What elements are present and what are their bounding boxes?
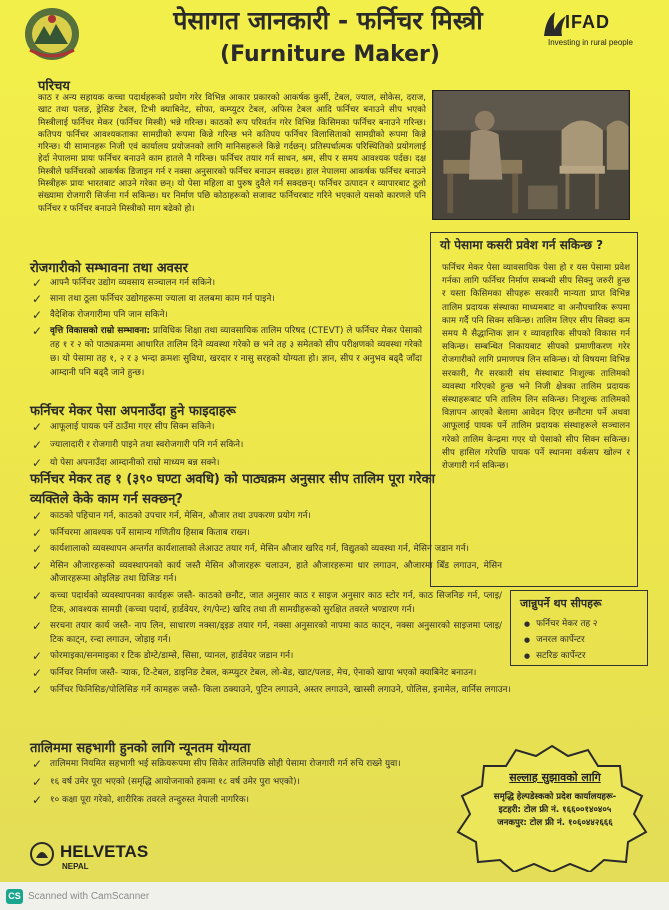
contact-itahari: इटहरी: टोल फ्री नं. १६६००१४०४०५: [498, 805, 612, 815]
list-item: ● फर्निचर मेकर तह २: [524, 616, 598, 632]
helvetas-logo-text: HELVETAS: [60, 842, 149, 861]
helvetas-country: NEPAL: [62, 862, 89, 871]
intro-text: काठ र अन्य सहायक कच्चा पदार्थहरूको प्रयोग गरेर विभिन्न आकार प्रकारको आकर्षक कुर्सी, टेबल, ज्याल, सोकेस, दराज, खाट तथा पलङ, ड्रेसिङ टेबल, टिभी क्याबिनेट, सोफा, कम्प्युटर टेबल, अफिस टेबल आदि फर्निचर बनाउने सीप भएको मिस्त्रीलाई फर्निचर मेकर (फर्निचर मिस्त्री) भन्ने गरिन्छ। काठको रूप परिवर्तन गरेर विभिन्न किसिमका फर्निचर बनाउने गरिन्छ। कतिपय फर्निचर आवश्यकताका सामग्रीको रूपमा किन्ने गरिन्छ भने कतिपय फर्निचर विलासिताको सामग्रीको रूपमा किन्ने गरिन्छ। यी सामानहरू निजी एवं कार्यालय प्रयोजनको लागि मानिसहरूले किन्ने गर्दछन्। प्रतिस्पर्धात्मक परिस्थितिको प्रयोगलाई हेर्दा नेपालमा प्रायः फर्निचर बनाउने काम हातले नै गरिन्छ। फर्निचर तयार गर्न साधन, श्रम, सीप र समय आवश्यक पर्दछ। दक्ष मिस्त्रीले फर्निचरको आकर्षक डिजाइन गर्न र नक्सा अनुसारको फर्निचर बनाउन सक्दछ। हाल नेपालमा आकर्षक फर्निचर बनाउने मिस्त्रीहरू प्रायः भारतबाट आउने गरेका छन्। यो पेसा महिला वा पुरुष दुवैले गर्न सक्दछन्। फर्निचर उत्पादन र व्यापारबाट ठूलो संख्यामा रोजगारी सिर्जना गर्न सकिन्छ। घर निर्माण पछि कोठाहरूको सजावट फर्निचरबाट गरिने भएकाले यसको कारणले पनि फर्निचर र फर्निचर बनाउने मिस्त्रीको माग बढेको हो।: [38, 93, 426, 214]
list-item: ✓ ज्यालादारी र रोजगारी पाइने तथा स्वरोजगारी पनि गर्न सकिने।: [32, 438, 244, 452]
ifad-logo-text: IFAD: [565, 12, 611, 32]
check-icon: ✓: [32, 509, 43, 523]
ifad-tagline: Investing in rural people: [548, 38, 633, 47]
furniture-workshop-photo: [432, 90, 630, 220]
list-item: ✓ काठको पहिचान गर्न, काठको उपचार गर्न, मेसिन, औजार तथा उपकरण प्रयोग गर्न।: [32, 509, 311, 523]
check-icon: ✓: [32, 619, 43, 634]
list-item: ✓ सरचना तयार कार्य जस्तै- नाप लिन, साधारण नक्सा/ड्इङ तयार गर्न, नक्सा अनुसारको नापमा काठ काट्न, नक्सा अनुसारको साइजमा प्लाइ/टिक काट्न, रन्दा लगाउन, जोड़ाइ गर्न।: [32, 619, 502, 645]
check-icon: ✓: [32, 793, 43, 807]
list-item: ✓ फर्निचर फिनिसिङ/पोलिसिङ गर्ने कामहरू जस्तै- किला ठक्याउने, पुटिन लगाउने, अस्तर लगाउने, खास्सी लगाउने, पोलिस, इनामेल, वार्निस लगाउन।: [32, 682, 511, 697]
check-icon: ✓: [32, 276, 43, 290]
list-item: ✓ १६ वर्ष उमेर पूरा भएको (समृद्धि आयोजनाको हकमा १८ वर्ष उमेर पुरा भएको)।: [32, 775, 300, 789]
employment-list: [32, 276, 422, 382]
list-item: ✓ तालिममा नियमित सहभागी भई सक्रियरूपमा सीप सिकेर तालिमपछि सोही पेसामा रोजगारी गर्न रुचि राख्ने युवा।: [32, 757, 401, 771]
qualification-heading: तालिममा सहभागी हुनको लागि न्यूनतम योग्यता: [30, 741, 251, 756]
list-item: ✓ साना तथा ठूला फर्निचर उद्योगहरूमा ज्याला वा तलबमा काम गर्न पाइने।: [32, 292, 275, 306]
list-item: ✓ फर्निचरमा आवश्यक पर्ने सामान्य गणितीय हिसाब किताब राख्न।: [32, 525, 250, 540]
list-item: ✓ फोरमाइका/सनमाइका र टिक डोम्टे/डाम्से, सिसा, प्यानल, हार्डवेयर जडान गर्न।: [32, 649, 294, 664]
contact-info: [466, 770, 644, 830]
page-title: पेसागत जानकारी - फर्निचर मिस्त्री: [173, 6, 483, 35]
page-subtitle: (Furniture Maker): [220, 42, 440, 67]
intro-heading: परिचय: [38, 79, 70, 94]
check-icon: ✓: [32, 558, 43, 573]
check-icon: ✓: [32, 292, 43, 306]
list-item: ✓ वृत्ति विकासको राम्रो सम्भावना: प्राविधिक शिक्षा तथा व्यावसायिक तालिम परिषद (CTEVT) ले फर्निचर मेकर पेसाको तह १ र २ को पाठ्यक्रममा आधारित तालिम दिने व्यवस्था गरेको छ भने तह ३ समेतको सीप परीक्षणको व्यवस्था गरेको छ। यो पेसामा तह १, २ र ३ भन्दा क्रमशः सुविधा, खरदार र नासु सरहको योग्यता हो। ज्ञान, सीप र अनुभव बढ्दै जाँदा आम्दानी पनि बढ्दै जाने हुन्छ।: [32, 324, 423, 378]
benefits-heading: फर्निचर मेकर पेसा अपनाउँदा हुने फाइदाहरू: [30, 404, 236, 419]
scanner-watermark: Scanned with CamScanner: [28, 891, 150, 902]
entry-text: फर्निचर मेकर पेसा व्यावसायिक पेसा हो र यस पेसामा प्रवेश गर्नका लागि फर्निचर निर्माण सम्बन्धी सीप सिक्नु जरुरी हुन्छ र यस्ता किसिमका सीपहरू सरकारी मान्यता प्राप्त विभिन्न तालिम प्रदायक संस्थाका माध्यमबाट वा अनौपचारिक रूपमा काम गर्दै पनि सिक्न सकिन्छ। तालिम लिएर सीप सिक्दा कम समय मै सैद्धान्तिक ज्ञान र व्यावहारिक सीपको विकास गर्न सकिन्छ। सम्बन्धित निकायबाट सीपको प्रमाणीकरण गरेर रोजगारीको लागि प्रमाणपत्र लिन सकिन्छ। यो विषयमा विभिन्न सरकारी, गैर सरकारी संघ संस्थाबाट निःशुल्क तालिमको व्यवस्था गरिएको हुन्छ भने निजी क्षेत्रका तालिम प्रदायक संस्थाहरूबाट पनि तालिम लिन सकिन्छ। निःशुल्क तालिमको विज्ञापन आएको बेलामा आवेदन दिएर छनौटमा पर्ने अथवा आफूलाई पायक पर्ने तालिम प्रदायक संस्थाहरूले सञ्चालन गरेको तालिम केन्द्रमा गएर यो पेसाको सीप सिक्न सकिन्छ। सीप हासिल गरेपछि पायक पर्ने स्थानमा वर्कसप खोल्न र रोजगारी गर्न सकिन्छ।: [442, 263, 630, 472]
list-item: ✓ यो पेसा अपनाउँदा आम्दानीको राम्रो माध्यम बन्न सक्ने।: [32, 456, 220, 470]
benefits-list: [32, 420, 422, 474]
entry-heading: यो पेसामा कसरी प्रवेश गर्न सकिन्छ ?: [440, 238, 604, 252]
check-icon: ✓: [32, 682, 43, 697]
list-item: ✓ आफ्नै फर्निचर उद्योग व्यवसाय सञ्चालन गर्न सकिने।: [32, 276, 216, 290]
more-skills-list: [524, 616, 598, 664]
contact-title: सल्लाह सुझावको लागि: [509, 771, 601, 784]
check-icon: ✓: [32, 775, 43, 789]
check-icon: ✓: [32, 525, 43, 540]
helvetas-logo-icon: [30, 842, 54, 866]
list-item: ✓ वैदेशिक रोजगारीमा पनि जान सकिने।: [32, 308, 168, 322]
contact-office: समृद्धि हेल्पडेस्कको प्रदेश कार्यालयहरू-: [493, 792, 617, 802]
list-item: ✓ १० कक्षा पूरा गरेको, शारीरिक तवरले तन्दुरुस्त नेपाली नागरिक।: [32, 793, 249, 807]
camscanner-icon: CS: [6, 889, 23, 904]
list-item: ✓ आफूलाई पायक पर्ने ठाउँमा गएर सीप सिक्न सकिने।: [32, 420, 215, 434]
check-icon: ✓: [32, 542, 43, 557]
check-icon: ✓: [32, 588, 43, 603]
list-item: ✓ मेसिन औजारहरूको व्यवस्थापनको कार्य जस्तै मेसिन औजारहरू चलाउन, हाते औजारहरूमा धार लगाउन, औजारमा बिँड लगाउन, मेसिन औजारहरूमा ओइलिङ तथा ग्रिजिङ गर्न।: [32, 558, 502, 585]
check-icon: ✓: [32, 324, 43, 338]
list-item: ● सटरिङ कार्पेन्टर: [524, 648, 598, 664]
employment-heading: रोजगारीको सम्भावना तथा अवसर: [30, 261, 188, 276]
more-skills-heading: जान्नुपर्ने थप सीपहरू: [520, 597, 602, 610]
list-item: ✓ फर्निचर निर्माण जस्तै- र्‍याक, टि-टेबल, डाइनिङ टेबल, कम्प्युटर टेबल, लो-बेड, खाट/पलङ, मेच, ऐनाको खापा भएको क्याबिनेट बनाउन।: [32, 665, 477, 680]
check-icon: ✓: [32, 308, 43, 322]
list-item: ● जनरल कार्पेन्टर: [524, 632, 598, 648]
list-item: ✓ कार्यशालाको व्यवस्थापन अन्तर्गत कार्यशालाको लेआउट तयार गर्न, मेसिन औजार खरिद गर्न, विद्युतको व्यवस्था गर्न, मेसिन जडान गर्न।: [32, 542, 469, 557]
check-icon: ✓: [32, 665, 43, 680]
list-item: ✓ कच्चा पदार्थको व्यवस्थापनका कार्यहरू जस्तै- काठको छनौट, जात अनुसार काठ र साइज अनुसार काठ स्टोर गर्न, काठ सिजनिङ गर्न, प्लाइ/टिक, आवश्यक सामग्री (कच्चा पदार्थ, हार्डवेयर, रंग/पेन्ट) खरिद तथा ती सामग्रीहरूको सुरक्षित तवरले भण्डारण गर्न।: [32, 588, 502, 615]
check-icon: ✓: [32, 456, 43, 470]
nepal-emblem-icon: [20, 4, 84, 64]
contact-janakpur: जनकपुर: टोल फ्री नं. १०६०४४२६६६: [497, 818, 613, 828]
curriculum-heading: फर्निचर मेकर तह १ (३९० घण्टा अवधि) को पाठ्यक्रम अनुसार सीप तालिम पूरा गरेका व्यक्तिले केके काम गर्न सक्छन्?: [30, 472, 435, 507]
check-icon: ✓: [32, 649, 43, 664]
check-icon: ✓: [32, 420, 43, 434]
qualification-list: [32, 757, 442, 811]
check-icon: ✓: [32, 438, 43, 452]
check-icon: ✓: [32, 757, 43, 771]
